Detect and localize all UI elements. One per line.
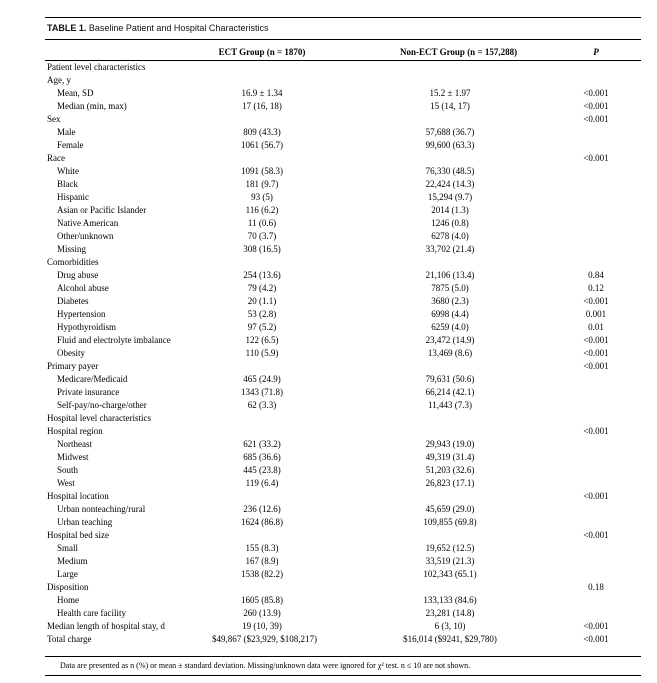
- table-row: [0, 348, 657, 361]
- ect-value: 1061 (56.7): [241, 140, 283, 150]
- table-row: [0, 426, 657, 439]
- row-label: Hospital bed size: [47, 530, 109, 540]
- top-rule: [45, 17, 641, 18]
- ect-value: 70 (3.7): [247, 231, 277, 241]
- row-label: Other/unknown: [57, 231, 114, 241]
- ect-value: 260 (13.9): [243, 608, 281, 618]
- row-label: Large: [57, 569, 78, 579]
- table-row: [0, 517, 657, 530]
- table-row: [0, 166, 657, 179]
- non-ect-value: 102,343 (65.1): [423, 569, 477, 579]
- ect-value: 19 (10, 39): [242, 621, 282, 631]
- non-ect-value: 133,133 (84.6): [423, 595, 477, 605]
- ect-value: 119 (6.4): [245, 478, 279, 488]
- table-row: [0, 127, 657, 140]
- row-label: Median length of hospital stay, d: [47, 621, 165, 631]
- non-ect-value: 23,472 (14.9): [425, 335, 475, 345]
- row-label: Self-pay/no-charge/other: [57, 400, 147, 410]
- ect-value: 110 (5.9): [245, 348, 279, 358]
- table-row: [0, 205, 657, 218]
- row-label: West: [57, 478, 75, 488]
- row-label: Asian or Pacific Islander: [57, 205, 147, 215]
- ect-value: 1538 (82.2): [241, 569, 283, 579]
- ect-value: 16.9 ± 1.34: [241, 88, 283, 98]
- table-row: [0, 595, 657, 608]
- non-ect-value: 15,294 (9.7): [427, 192, 473, 202]
- non-ect-value: 7875 (5.0): [431, 283, 469, 293]
- table-row: [0, 634, 657, 647]
- ect-value: 1343 (71.8): [241, 387, 283, 397]
- row-label: Home: [57, 595, 79, 605]
- row-label: Total charge: [47, 634, 92, 644]
- footnote-text: Data are presented as n (%) or mean ± standard deviation. Missing/unknown data were ignored for χ² test. n ≤ 10 are not shown.: [60, 661, 471, 670]
- ect-value: 236 (12.6): [243, 504, 281, 514]
- row-label: Fluid and electrolyte imbalance: [57, 335, 171, 345]
- ect-value: 1091 (58.3): [241, 166, 283, 176]
- table-row: [0, 439, 657, 452]
- p-value: <0.001: [583, 348, 609, 358]
- table-row: [0, 270, 657, 283]
- non-ect-value: 15 (14, 17): [430, 101, 470, 111]
- row-label: Female: [57, 140, 84, 150]
- row-label: South: [57, 465, 79, 475]
- row-label: Hospital level characteristics: [47, 413, 151, 423]
- p-value: <0.001: [583, 491, 609, 501]
- table-row: [0, 75, 657, 88]
- p-value: <0.001: [583, 335, 609, 345]
- table-caption: [47, 23, 268, 33]
- non-ect-value: 3680 (2.3): [431, 296, 469, 306]
- row-label: Drug abuse: [57, 270, 99, 280]
- p-value: <0.001: [583, 114, 609, 124]
- p-value: 0.12: [588, 283, 604, 293]
- table-row: [0, 543, 657, 556]
- row-label: Comorbidities: [47, 257, 99, 267]
- non-ect-value: 49,319 (31.4): [425, 452, 475, 462]
- ect-value: 1624 (86.8): [241, 517, 283, 527]
- non-ect-value: 6278 (4.0): [431, 231, 469, 241]
- non-ect-value: 22,424 (14.3): [425, 179, 475, 189]
- non-ect-value: 6998 (4.4): [431, 309, 469, 319]
- ect-value: $49,867 ($23,929, $108,217): [212, 634, 317, 644]
- header-ect: ECT Group (n = 1870): [218, 47, 306, 57]
- table-row: [0, 309, 657, 322]
- non-ect-value: 15.2 ± 1.97: [429, 88, 471, 98]
- non-ect-value: 51,203 (32.6): [425, 465, 475, 475]
- non-ect-value: 66,214 (42.1): [425, 387, 475, 397]
- row-label: Midwest: [57, 452, 89, 462]
- table-row: [0, 283, 657, 296]
- row-label: Black: [57, 179, 78, 189]
- p-value: <0.001: [583, 296, 609, 306]
- ect-value: 167 (8.9): [245, 556, 279, 566]
- row-label: Hypothyroidism: [57, 322, 117, 332]
- non-ect-value: 19,652 (12.5): [425, 543, 475, 553]
- row-label: Hypertension: [57, 309, 106, 319]
- table-row: [0, 218, 657, 231]
- ect-value: 17 (16, 18): [242, 101, 282, 111]
- table-row: [0, 569, 657, 582]
- non-ect-value: 45,659 (29.0): [425, 504, 475, 514]
- non-ect-value: 11,443 (7.3): [428, 400, 472, 410]
- row-label: Race: [47, 153, 65, 163]
- non-ect-value: 33,702 (21.4): [425, 244, 475, 254]
- p-value: 0.01: [588, 322, 604, 332]
- non-ect-value: 23,281 (14.8): [425, 608, 475, 618]
- table-row: [0, 504, 657, 517]
- table-row: [0, 608, 657, 621]
- table-row: [0, 452, 657, 465]
- table-row: [0, 153, 657, 166]
- row-label: Alcohol abuse: [57, 283, 109, 293]
- row-label: Health care facility: [57, 608, 126, 618]
- row-label: Native American: [57, 218, 119, 228]
- ect-value: 809 (43.3): [243, 127, 281, 137]
- row-label: Medicare/Medicaid: [57, 374, 128, 384]
- ect-value: 62 (3.3): [247, 400, 277, 410]
- p-value: <0.001: [583, 426, 609, 436]
- table-row: [0, 478, 657, 491]
- table-row: [0, 530, 657, 543]
- non-ect-value: 26,823 (17.1): [425, 478, 475, 488]
- p-value: <0.001: [583, 153, 609, 163]
- row-label: Patient level characteristics: [47, 62, 146, 72]
- table-row: [0, 361, 657, 374]
- row-label: Urban teaching: [57, 517, 113, 527]
- row-label: Mean, SD: [57, 88, 94, 98]
- non-ect-value: 6 (3, 10): [434, 621, 466, 631]
- table-row: [0, 257, 657, 270]
- p-value: <0.001: [583, 101, 609, 111]
- row-label: Median (min, max): [57, 101, 127, 111]
- non-ect-value: 76,330 (48.5): [425, 166, 475, 176]
- row-label: Urban nonteaching/rural: [57, 504, 146, 514]
- p-value: 0.18: [588, 582, 604, 592]
- ect-value: 93 (5): [251, 192, 273, 202]
- row-label: Primary payer: [47, 361, 99, 371]
- table-row: [0, 621, 657, 634]
- ect-value: 685 (36.6): [243, 452, 281, 462]
- non-ect-value: 109,855 (69.8): [423, 517, 477, 527]
- ect-value: 79 (4.2): [247, 283, 277, 293]
- header-non-ect: Non-ECT Group (n = 157,288): [400, 47, 518, 57]
- row-label: Small: [57, 543, 79, 553]
- non-ect-value: 1246 (0.8): [431, 218, 469, 228]
- ect-value: 122 (6.5): [245, 335, 279, 345]
- ect-value: 465 (24.9): [243, 374, 281, 384]
- ect-value: 53 (2.8): [247, 309, 277, 319]
- table-row: [0, 101, 657, 114]
- ect-value: 11 (0.6): [247, 218, 277, 228]
- p-value: <0.001: [583, 361, 609, 371]
- non-ect-value: 79,631 (50.6): [425, 374, 475, 384]
- p-value: <0.001: [583, 530, 609, 540]
- table-footnote: [60, 661, 470, 670]
- row-label: Private insurance: [57, 387, 120, 397]
- row-label: Hospital region: [47, 426, 103, 436]
- table-row: [0, 296, 657, 309]
- ect-value: 116 (6.2): [245, 205, 279, 215]
- non-ect-value: 29,943 (19.0): [425, 439, 475, 449]
- table-row: [0, 413, 657, 426]
- ect-value: 181 (9.7): [245, 179, 279, 189]
- row-label: Diabetes: [57, 296, 89, 306]
- table-row: [0, 140, 657, 153]
- non-ect-value: 21,106 (13.4): [425, 270, 475, 280]
- p-value: 0.84: [588, 270, 604, 280]
- header-p: P: [593, 47, 599, 57]
- caption-title: Baseline Patient and Hospital Characteristics: [88, 23, 269, 33]
- row-label: Age, y: [47, 75, 71, 85]
- table-row: [0, 465, 657, 478]
- non-ect-value: 99,600 (63.3): [425, 140, 475, 150]
- row-label: Hospital location: [47, 491, 109, 501]
- ect-value: 155 (8.3): [245, 543, 279, 553]
- non-ect-value: $16,014 ($9241, $29,780): [403, 634, 497, 644]
- table-row: [0, 322, 657, 335]
- table-row: [0, 491, 657, 504]
- row-label: Sex: [47, 114, 61, 124]
- row-label: Missing: [57, 244, 87, 254]
- table-row: [0, 582, 657, 595]
- header-rule: [45, 60, 641, 61]
- table-row: [0, 88, 657, 101]
- non-ect-value: 13,469 (8.6): [427, 348, 473, 358]
- row-label: Hispanic: [57, 192, 89, 202]
- bottom-rule: [45, 656, 641, 657]
- ect-value: 621 (33.2): [243, 439, 281, 449]
- row-label: Obesity: [57, 348, 85, 358]
- table-row: [0, 179, 657, 192]
- row-label: White: [57, 166, 79, 176]
- row-label: Northeast: [57, 439, 92, 449]
- non-ect-value: 57,688 (36.7): [425, 127, 475, 137]
- ect-value: 20 (1.1): [247, 296, 277, 306]
- row-label: Medium: [57, 556, 88, 566]
- table-row: [0, 62, 657, 75]
- table-row: [0, 192, 657, 205]
- footer-rule: [45, 675, 641, 676]
- table-row: [0, 556, 657, 569]
- ect-value: 254 (13.6): [243, 270, 281, 280]
- non-ect-value: 2014 (1.3): [431, 205, 469, 215]
- ect-value: 1605 (85.8): [241, 595, 283, 605]
- p-value: <0.001: [583, 634, 609, 644]
- table-row: [0, 374, 657, 387]
- ect-value: 97 (5.2): [247, 322, 277, 332]
- table-row: [0, 244, 657, 257]
- ect-value: 308 (16.5): [243, 244, 281, 254]
- p-value: 0.001: [585, 309, 607, 319]
- row-label: Male: [57, 127, 76, 137]
- table-row: [0, 387, 657, 400]
- table-row: [0, 335, 657, 348]
- non-ect-value: 33,519 (21.3): [425, 556, 475, 566]
- table-row: [0, 114, 657, 127]
- caption-label: TABLE 1.: [47, 23, 87, 33]
- table-row: [0, 231, 657, 244]
- p-value: <0.001: [583, 621, 609, 631]
- p-value: <0.001: [583, 88, 609, 98]
- caption-rule: [45, 39, 641, 40]
- ect-value: 445 (23.8): [243, 465, 281, 475]
- table-row: [0, 400, 657, 413]
- row-label: Disposition: [47, 582, 89, 592]
- non-ect-value: 6259 (4.0): [431, 322, 469, 332]
